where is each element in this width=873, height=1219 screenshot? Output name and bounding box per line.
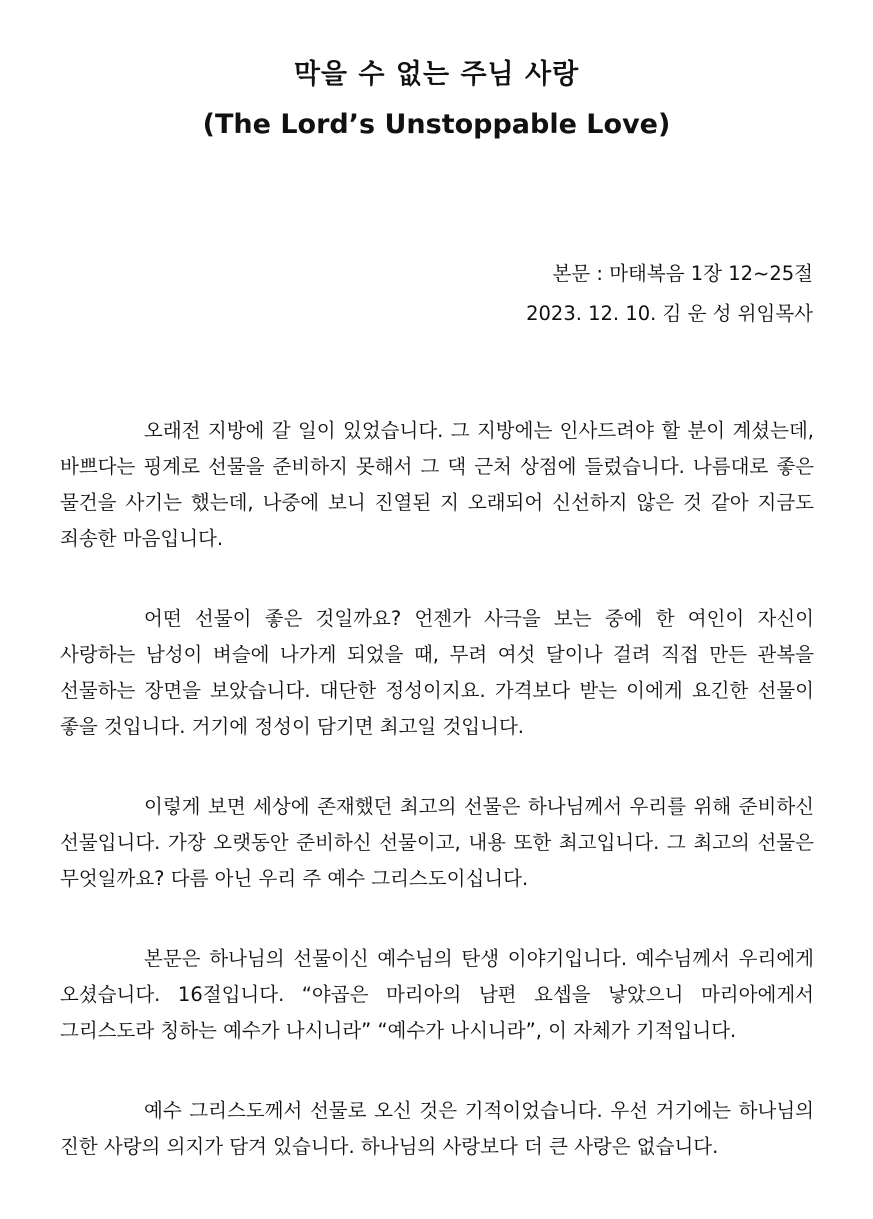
paragraph: 예수 그리스도께서 선물로 오신 것은 기적이었습니다. 우선 거기에는 하나님의 진한 사랑의 의지가 담겨 있습니다. 하나님의 사랑보다 더 큰 사랑은 없습니다. xyxy=(60,1099,814,1158)
paragraph: 본문은 하나님의 선물이신 예수님의 탄생 이야기입니다. 예수님께서 우리에게 오셨습니다. 16절입니다. “야곱은 마리아의 남편 요셉을 낳았으니 마리아에게서 그리스도라 칭하는 예수가 나시니라” “예수가 나시니라”, 이 자체가 기적입니다. xyxy=(60,947,814,1042)
sermon-body xyxy=(60,413,814,1165)
scripture-reference: 본문 : 마태복음 1장 12~25절 xyxy=(552,262,813,285)
paragraph: 어떤 선물이 좋은 것일까요? 언젠가 사극을 보는 중에 한 여인이 자신이 사랑하는 남성이 벼슬에 나가게 되었을 때, 무려 여섯 달이나 걸려 직접 만든 관복을 선물하는 장면을 보았습니다. 대단한 정성이지요. 가격보다 받는 이에게 요긴한 선물이 좋을 것입니다. 거기에 정성이 담기면 최고일 것입니다. xyxy=(60,607,814,738)
sermon-meta xyxy=(526,254,813,334)
title-block xyxy=(0,52,873,148)
date-and-author: 2023. 12. 10. 김 운 성 위임목사 xyxy=(526,302,813,325)
paragraph: 이렇게 보면 세상에 존재했던 최고의 선물은 하나님께서 우리를 위해 준비하신 선물입니다. 가장 오랫동안 준비하신 선물이고, 내용 또한 최고입니다. 그 최고의 선물은 무엇일까요? 다름 아닌 우리 주 예수 그리스도이십니다. xyxy=(60,795,814,890)
paragraph: 오래전 지방에 갈 일이 있었습니다. 그 지방에는 인사드려야 할 분이 계셨는데, 바쁘다는 핑계로 선물을 준비하지 못해서 그 댁 근처 상점에 들렀습니다. 나름대로 좋은 물건을 사기는 했는데, 나중에 보니 진열된 지 오래되어 신선하지 않은 것 같아 지금도 죄송한 마음입니다. xyxy=(60,419,814,550)
sermon-title-english: (The Lord’s Unstoppable Love) xyxy=(202,109,671,140)
sermon-title-korean: 막을 수 없는 주님 사랑 xyxy=(293,59,580,90)
